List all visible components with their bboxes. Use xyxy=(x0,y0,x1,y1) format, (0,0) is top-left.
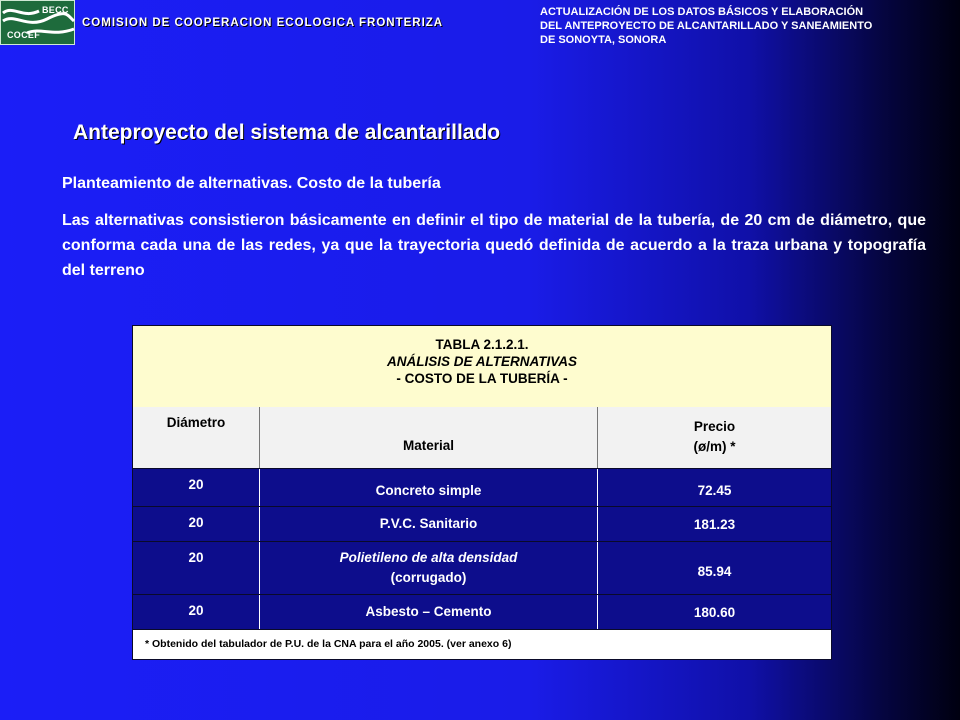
cell-price: 181.23 xyxy=(693,516,736,532)
column-header-diameter: Diámetro xyxy=(133,407,260,468)
table-row xyxy=(133,594,831,629)
cell-diameter: 20 xyxy=(133,507,260,541)
table-caption xyxy=(133,326,831,407)
project-title xyxy=(540,5,950,47)
slide-title: Anteproyecto del sistema de alcantarillado xyxy=(73,121,501,144)
project-title-line: DEL ANTEPROYECTO DE ALCANTARILLADO Y SANEAMIENTO xyxy=(540,20,873,32)
column-header-material xyxy=(260,407,598,468)
cell-price: 180.60 xyxy=(693,604,736,620)
cell-material: Concreto simple xyxy=(260,469,598,506)
table-row xyxy=(133,506,831,541)
organization-name: COMISION DE COOPERACION ECOLOGICA FRONTERIZA xyxy=(82,17,444,29)
cell-material-line: Polietileno de alta densidad xyxy=(339,550,518,565)
column-header-price-unit: (ø/m) * xyxy=(693,439,736,454)
table-title: ANÁLISIS DE ALTERNATIVAS xyxy=(386,354,577,369)
cell-material-line: (corrugado) xyxy=(390,570,467,585)
cell-price: 85.94 xyxy=(697,563,732,579)
table-row xyxy=(133,541,831,594)
logo-becc-text: BECC xyxy=(42,5,69,15)
cell-material: Asbesto – Cemento xyxy=(260,595,598,629)
body-paragraph: Las alternativas consistieron básicamente en definir el tipo de material de la tubería, de 20 cm de diámetro, que conforma cada una de las redes, ya que la trayectoria quedó definida de acuerdo a la traza urbana y topografía del terreno xyxy=(62,212,926,279)
project-title-line: ACTUALIZACIÓN DE LOS DATOS BÁSICOS Y ELABORACIÓN xyxy=(540,6,864,18)
column-header-price-line: Precio xyxy=(693,419,736,434)
section-subtitle: Planteamiento de alternativas. Costo de la tubería xyxy=(62,175,441,192)
cell-diameter: 20 xyxy=(133,469,260,506)
table-subtitle: - COSTO DE LA TUBERÍA - xyxy=(396,371,568,386)
cell-diameter: 20 xyxy=(133,542,260,594)
table-footnote: * Obtenido del tabulador de P.U. de la CNA para el año 2005. (ver anexo 6) xyxy=(133,629,831,659)
cell-material: P.V.C. Sanitario xyxy=(260,507,598,541)
alternatives-table xyxy=(132,325,832,660)
table-header-row xyxy=(133,407,831,468)
becc-cocef-logo xyxy=(0,0,75,45)
cell-diameter: 20 xyxy=(133,595,260,629)
column-header-material-label: Material xyxy=(402,438,455,453)
logo-cocef-text: COCEF xyxy=(7,30,40,40)
table-number: TABLA 2.1.2.1. xyxy=(435,337,529,352)
project-title-line: DE SONOYTA, SONORA xyxy=(540,34,667,46)
table-row xyxy=(133,468,831,506)
column-header-price xyxy=(598,407,831,468)
cell-price: 72.45 xyxy=(697,483,732,498)
cell-material xyxy=(260,542,598,594)
